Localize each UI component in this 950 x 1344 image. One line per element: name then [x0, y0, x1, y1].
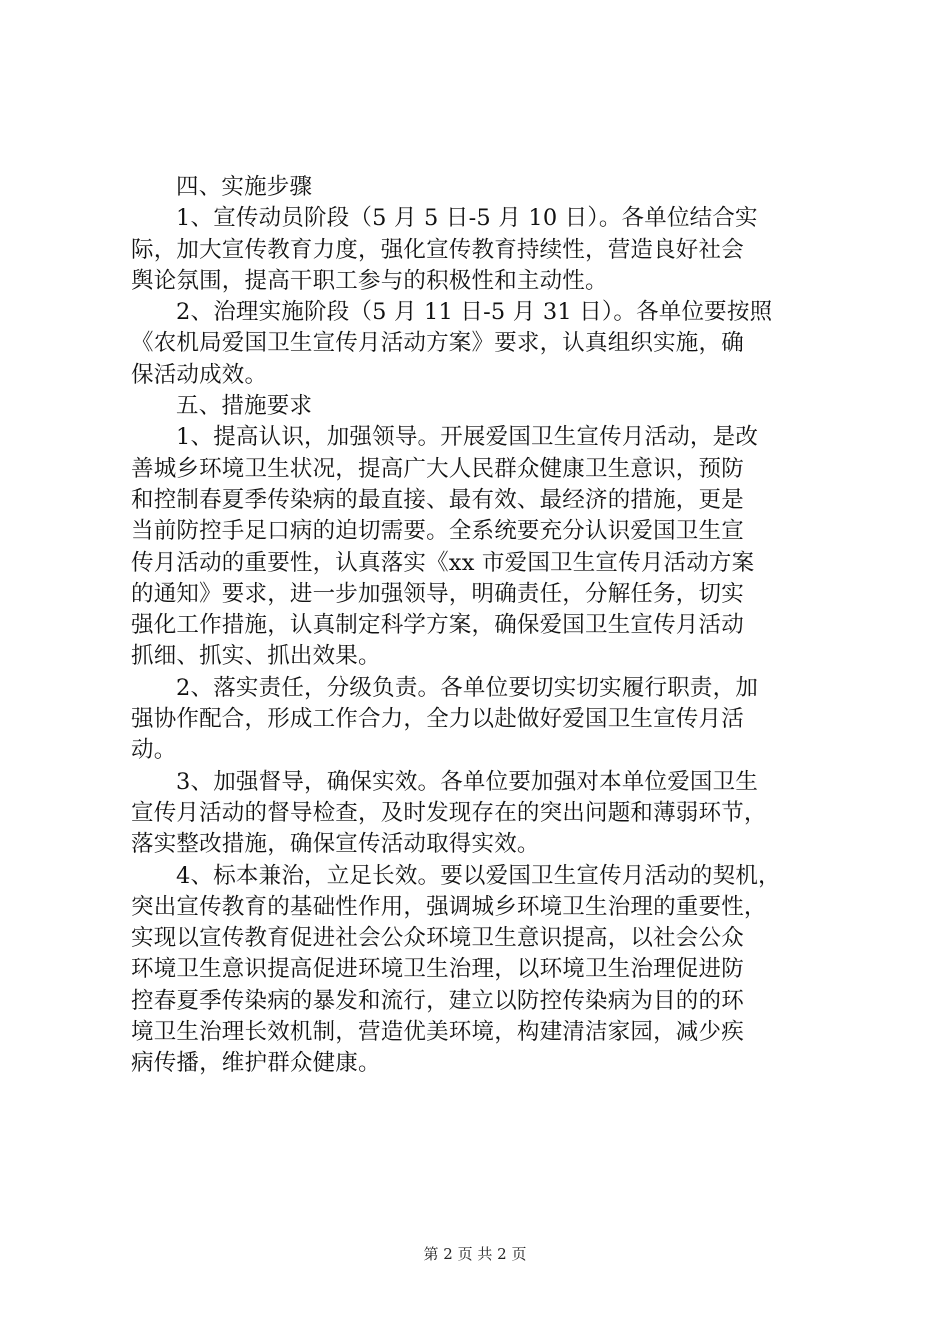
text-line: 际，加大宣传教育力度，强化宣传教育持续性，营造良好社会 — [131, 236, 744, 263]
text-line: 舆论氛围，提高干职工参与的积极性和主动性。 — [131, 267, 608, 294]
text-line: 实现以宣传教育促进社会公众环境卫生意识提高，以社会公众 — [131, 925, 744, 952]
text-line: 境卫生治理长效机制，营造优美环境，构建清洁家园，减少疾 — [131, 1019, 744, 1046]
text-line: 2、落实责任，分级负责。各单位要切实切实履行职责，加 — [176, 674, 759, 701]
text-line: 动。 — [131, 737, 177, 764]
text-line: 善城乡环境卫生状况，提高广大人民群众健康卫生意识，预防 — [131, 455, 744, 482]
text-line: 保活动成效。 — [131, 361, 268, 388]
text-line: 4、标本兼治，立足长效。要以爱国卫生宣传月活动的契机， — [176, 862, 781, 889]
text-line: 宣传月活动的督导检查，及时发现存在的突出问题和薄弱环节， — [131, 799, 767, 826]
text-line: 2、治理实施阶段（5 月 11 日-5 月 31 日）。各单位要按照 — [176, 299, 773, 326]
text-line: 和控制春夏季传染病的最直接、最有效、最经济的措施，更是 — [131, 486, 744, 513]
text-line: 1、宣传动员阶段（5 月 5 日-5 月 10 日）。各单位结合实 — [176, 205, 758, 232]
text-line: 五、措施要求 — [176, 393, 313, 420]
text-line: 传月活动的重要性，认真落实《xx 市爱国卫生宣传月活动方案 — [131, 549, 755, 576]
text-line: 抓细、抓实、抓出效果。 — [131, 643, 381, 670]
text-line: 强化工作措施，认真制定科学方案，确保爱国卫生宣传月活动 — [131, 612, 744, 639]
text-line: 1、提高认识，加强领导。开展爱国卫生宣传月活动，是改 — [176, 424, 759, 451]
text-line: 《农机局爱国卫生宣传月活动方案》要求，认真组织实施，确 — [131, 330, 744, 357]
text-line: 当前防控手足口病的迫切需要。全系统要充分认识爱国卫生宣 — [131, 518, 744, 545]
text-line: 病传播，维护群众健康。 — [131, 1050, 381, 1077]
text-line: 强协作配合，形成工作合力，全力以赴做好爱国卫生宣传月活 — [131, 706, 744, 733]
text-line: 环境卫生意识提高促进环境卫生治理，以环境卫生治理促进防 — [131, 956, 744, 983]
text-line: 落实整改措施，确保宣传活动取得实效。 — [131, 831, 540, 858]
text-line: 控春夏季传染病的暴发和流行，建立以防控传染病为目的的环 — [131, 987, 744, 1014]
text-line: 四、实施步骤 — [176, 174, 313, 200]
text-line: 的通知》要求，进一步加强领导，明确责任，分解任务，切实 — [131, 580, 744, 607]
text-line: 突出宣传教育的基础性作用，强调城乡环境卫生治理的重要性， — [131, 893, 767, 920]
text-line: 3、加强督导，确保实效。各单位要加强对本单位爱国卫生 — [176, 768, 759, 795]
document-body — [131, 172, 831, 1080]
page-footer: 第 2 页 共 2 页 — [423, 1245, 527, 1263]
